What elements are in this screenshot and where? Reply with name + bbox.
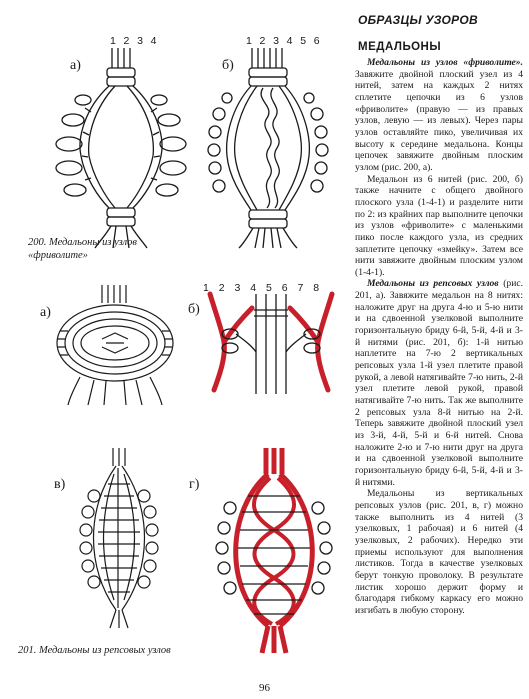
paragraph-frivolite	[355, 57, 523, 174]
fig201v-leaf-medallion	[64, 448, 174, 628]
fig200-caption	[28, 236, 137, 262]
fig201g-leaf-medallion	[208, 448, 338, 653]
paragraph-repp-text: (рис. 201, а). Завяжите медальон на 8 нитях: наложите друг на друга 4-ю и 5-ю нити и на сдвоенной узелковой выполните горизонтальную бриду 6-й, 5-й, 4-й и 3-й нитями (рис. 201, б): 1-й нитью наплетите на 7-ю 2 вертикальных репсовых узла 1-й узел плетите правой рукой, а левой натягивайте 7-ю нить, 2-й узел плетите левой рукой, правой натягивайте 7-ю нить. Так же выполните 2 репсовых узла 8-й нитью на 2-й. Теперь завяжите двойной плоский узел из 3-й, 4-й, 5-й и 6-й нитей. Снова наложите 2-ю и 7-ю нити друг на друга и на сдвоенной узелковой выполните горизонтальную бриду 6-й, 5-й, 4-й и 3-й нитями.	[355, 278, 523, 488]
fig200-caption-line1: 200. Медальоны из узлов	[28, 237, 137, 248]
fig201g-label: г)	[189, 477, 200, 492]
paragraph-six-threads: Медальон из 6 нитей (рис. 200, б) также начните с общего двойного плоского узла (1-4-1) и разделите нити по 2: из крайних пар выполните цепочки из узлов «фриволите» с маленькими пико после каждого узла, из средних заплетите цепочку «змейку». Затем все нити завяжите двойным плоским узлом (1-4-1).	[355, 173, 523, 278]
paragraph-repp	[355, 278, 523, 488]
section-title: МЕДАЛЬОНЫ	[358, 41, 442, 53]
fig201v-label: в)	[54, 477, 66, 492]
paragraph-frivolite-heading: Медальоны из узлов «фриволите».	[367, 57, 523, 68]
fig201a-repp-knot-medallion	[40, 285, 190, 405]
fig200a-thread-numbers: 1 2 3 4	[110, 35, 159, 47]
fig201b-thread-numbers: 1 2 3 4 5 6 7 8	[203, 282, 323, 294]
paragraph-repp-heading: Медальоны из репсовых узлов	[367, 278, 499, 290]
fig200b-label: б)	[222, 58, 234, 73]
fig200a-label: а)	[70, 58, 81, 73]
page-number: 96	[259, 682, 270, 694]
fig200b-frivolite-medallion	[205, 48, 340, 248]
article-body	[355, 57, 523, 617]
fig200b-thread-numbers: 1 2 3 4 5 6	[246, 35, 323, 47]
fig201-caption: 201. Медальоны из репсовых узлов	[18, 645, 171, 656]
paragraph-frivolite-text: Завяжите двойной плоский узел из 4 нитей, затем на каждых 2 нитях сплетите цепочки из 6 узлов «фриволите» (правую — из правых узлов, левую — из левых). Через пары узлов оставляйте пико, увеличивая их высоту к середине медальона. Концы цепочек завяжите двойным плоским узлом (рис. 200, а).	[355, 68, 523, 173]
section-header: ОБРАЗЦЫ УЗОРОВ	[358, 13, 478, 27]
fig200a-frivolite-medallion	[55, 48, 195, 248]
paragraph-vertical-repp: Медальоны из вертикальных репсовых узлов (рис. 201, в, г) можно также выполнить из 4 нитей (3 узелковых, 1 рабочая) и 6 нитей (4 узелковых, 2 рабочих). Нередко эти приемы используют для выполнения листиков. Тогда в качестве узелковых берут тонкую проволоку. В результате листик хорошо держит форму и благодаря гибкому каркасу его можно изгибать в любую сторону.	[355, 488, 523, 616]
fig201a-label: а)	[40, 305, 51, 320]
fig201b-label: б)	[188, 302, 200, 317]
fig200-caption-line2: «фриволите»	[28, 250, 88, 261]
fig201b-repp-knot-medallion	[196, 294, 346, 394]
